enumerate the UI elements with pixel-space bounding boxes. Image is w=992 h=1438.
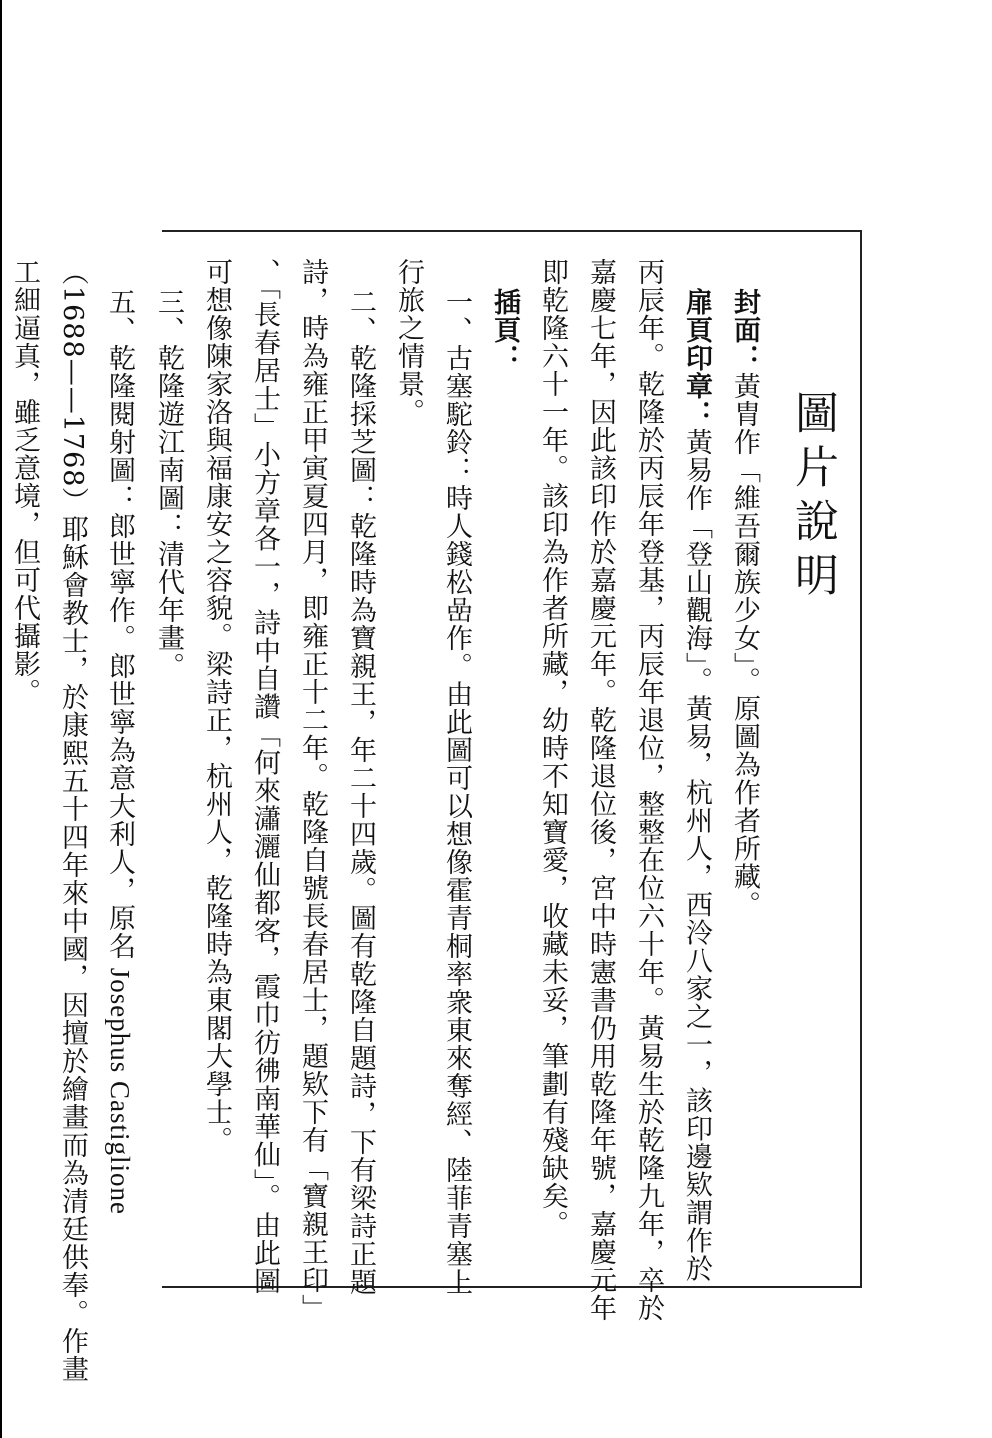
text-column: [240, 258, 288, 1295]
text-column: [624, 258, 672, 1322]
text-column: [288, 258, 336, 1322]
column-text: 可想像陳家洛與福康安之容貌。梁詩正，杭州人，乾隆時為東閣大學士。: [201, 258, 232, 1154]
page-title: 圖片說明: [787, 390, 838, 606]
column-text: 即乾隆六十一年。該印為作者所藏，幼時不知寶愛，收藏未妥，筆劃有殘缺矣。: [537, 258, 568, 1238]
column-text: （1688——1768）耶穌會教士，於康熙五十四年來中國，因擅於繪畫而為清廷供奉。作畫: [57, 258, 88, 1384]
text-column: [576, 258, 624, 1322]
text-column: [192, 258, 240, 1268]
text-column: [528, 258, 576, 1268]
column-text: 行旅之情景。: [393, 258, 424, 426]
column-label: 封面：: [729, 288, 760, 372]
column-label: 扉頁印章：: [681, 288, 712, 428]
column-text: 黃易作「登山觀海」。黃易，杭州人，西泠八家之一，該印邊欵謂作於: [681, 428, 712, 1283]
text-column: [336, 258, 384, 1296]
column-text: 詩，時為雍正甲寅夏四月，即雍正十二年。乾隆自號長春居士，題欵下有「寶親王印」: [297, 258, 328, 1322]
column-text: 黃胄作「維吾爾族少女」。原圖為作者所藏。: [729, 372, 760, 919]
text-column: [480, 258, 528, 1268]
column-text: 五、乾隆閱射圖：郎世寧作。郎世寧為意大利人，原名 Josephus Castiglione: [105, 288, 135, 1215]
text-column: [720, 258, 768, 1268]
vertical-text-body: [0, 258, 768, 1384]
column-text: 丙辰年。乾隆於丙辰年登基，丙辰年退位，整整在位六十年。黃易生於乾隆九年，卒於: [633, 258, 664, 1322]
column-text: 、「長春居士」小方章各一，詩中自讚「何來瀟灑仙都客，霞巾彷彿南華仙」。由此圖: [249, 258, 280, 1295]
text-column: [96, 258, 144, 1268]
text-column: [48, 258, 96, 1384]
text-column: [384, 258, 432, 1268]
column-text: 嘉慶七年，因此該印作於嘉慶元年。乾隆退位後，宮中時憲書仍用乾隆年號，嘉慶元年: [585, 258, 616, 1322]
column-text: 三、乾隆遊江南圖：清代年畫。: [153, 288, 184, 680]
text-column: [432, 258, 480, 1296]
text-column: [0, 258, 48, 1268]
frame-right-rule: [860, 230, 862, 1288]
text-column: [144, 258, 192, 1268]
frame-top-rule: [162, 230, 862, 232]
column-text: 工細逼真，雖乏意境，但可代攝影。: [9, 258, 40, 706]
column-text: 二、乾隆採芝圖：乾隆時為寶親王，年二十四歲。圖有乾隆自題詩，下有梁詩正題: [345, 288, 376, 1296]
text-column: [672, 258, 720, 1283]
column-label: 插頁：: [489, 288, 520, 372]
column-text: 一、古塞駝鈴：時人錢松嵒作。由此圖可以想像霍青桐率衆東來奪經、陸菲青塞上: [441, 288, 472, 1296]
